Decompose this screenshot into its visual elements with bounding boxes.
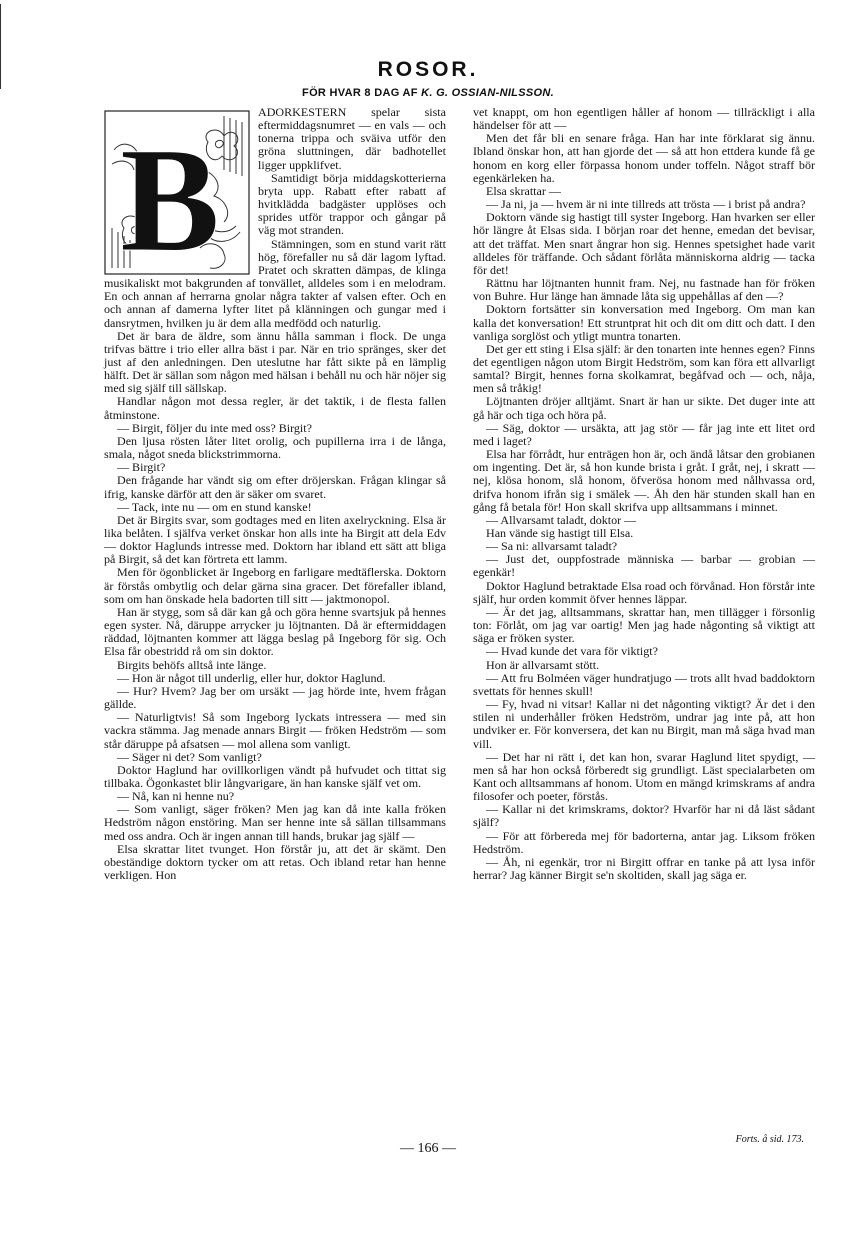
paragraph: — Säger ni det? Som vanligt? xyxy=(117,749,262,764)
right-paragraphs xyxy=(473,106,815,882)
paragraph: Den frågande har vändt sig om efter dröjerskan. Frågan klingar så ifrig, kanske därför att den är säker om svaret. xyxy=(104,473,446,501)
paragraph: Birgits behöfs alltså inte länge. xyxy=(117,657,267,672)
paragraph: Doktor Haglund har ovillkorligen vändt på hufvudet och tittat sig tillbaka. Ögonkastet blir långvarigare, än han kanske själf vet om. xyxy=(104,762,446,790)
paragraph: — Åh, ni egenkär, tror ni Birgitt offrar en tanke på att lysa inför herrar? Jag känner Birgit se'n skoltiden, skall jag säga er. xyxy=(473,854,815,883)
paragraph: — Som vanligt, säger fröken? Men jag kan då inte kalla fröken Hedström någon enstöring. Man ser henne inte så sällan tillsammans med oss andra. Och är ingen annan till hands, brukar jag själf — xyxy=(104,802,446,843)
paragraph: — Kallar ni det krimskrams, doktor? Hvarför har ni då läst sådant själf? xyxy=(473,802,815,830)
paragraph: Löjtnanten dröjer alltjämt. Snart är han ur sikte. Det duger inte att gå här och tiga och höra på. xyxy=(473,394,815,422)
paragraph: Elsa har förrådt, hur enträgen hon är, och ändå låtsar den grobianen om ingenting. Det är, så hon kunde brista i gråt. I gråt, nej, i skratt — nej, klösa honom, slå honom, öfverösa honom med nålhvassa ord, drifva honom ifrån sig i smälek —. Åh den här stunden skall han en gång få betala för! Hon skall skrifva upp alltsammans i minnet. xyxy=(473,447,815,514)
paragraph: Samtidigt börja middagskotterierna bryta upp. Rabatt efter rabatt af hvitklädda badgäster upplöses och sprides utför trappor och gångar på väg mot stranden. xyxy=(258,170,446,238)
paragraph: — Hon är något till underlig, eller hur, doktor Haglund. xyxy=(117,670,386,685)
paragraph: — Just det, ouppfostrade människa — barbar — grobian — egenkär! xyxy=(473,552,815,580)
paragraph: — Sa ni: allvarsamt taladt? xyxy=(486,539,618,554)
paragraph: — Naturligtvis! Så som Ingeborg lyckats intressera — med sin vackra stämma. Jag menade annars Birgit — fröken Hedström — som står däruppe på afsatsen — mol allena som vanligt. xyxy=(104,710,446,751)
paragraph: — För att förbereda mej för badorterna, antar jag. Liksom fröken Hedström. xyxy=(473,828,815,856)
paragraph: Han är stygg, som så där kan gå och göra henne svartsjuk på hennes egen syster. Nå, däruppe arrycker ju löjtnanten. Då är eftermiddagen räddad, löjtnanten kommer att lägga beslag på Ingeborg för sig. Och Elsa får obestridd rå om sin doktor. xyxy=(104,604,446,659)
paragraph: Stämningen, som en stund varit rätt hög, förefaller nu så där lagom lyftad. Pratet och skratten dämpas, de klinga musikaliskt mot bakgrunden af tonvället, alldeles som i en melodram. En och annan af herrarna gnolar några takter af valsen efter. Och en och annan af damerna lyfter litet på klänningen och gungar med i dansrytmen, hvilken ju är dem alla medfödd och naturlig. xyxy=(104,236,446,330)
paragraph: Han vände sig hastigt till Elsa. xyxy=(486,526,634,540)
paragraph: — Hur? Hvem? Jag ber om ursäkt — jag hörde inte, hvem frågan gällde. xyxy=(104,683,446,712)
article-title: ROSOR. xyxy=(377,58,479,81)
paragraph: Doktor Haglund betraktade Elsa road och förvånad. Hon förstår inte själf, hur orden kommit öfver hennes läppar. xyxy=(473,578,815,606)
byline xyxy=(0,87,856,99)
page-number: — 166 — xyxy=(400,1141,456,1156)
paragraph: Men det får bli en senare fråga. Han har inte förklarat sig ännu. Ibland önskar hon, att han gjorde det — så att hon ettdera kunde få ge honom en korg eller förpassa honom under toffeln. Något straff bör egenkärleken ha. xyxy=(473,131,815,185)
paragraph: Elsa skrattar litet tvunget. Hon förstår ju, att det är skämt. Den obeständige doktorn tycker om att retas. Och ibland retar han henne verkligen. Hon xyxy=(104,841,446,883)
paragraph: Men för ögonblicket är Ingeborg en farligare medtäflerska. Doktorn är förstås ombytlig och delar gärna sina gracer. Det förefaller ibland, som om han önskade hela badorten till sitt — jaktmonopol. xyxy=(104,565,446,606)
author-name: K. G. OSSIAN-NILSSON. xyxy=(421,87,554,99)
paragraph: Det är bara de äldre, som ännu hålla samman i flock. De unga trifvas bättre i trio eller allra bäst i par. När en trio spränges, sker det just af den anledningen. Den uteslutne har fått sikte på en lämplig hälft. Det är sällan som någon med hälsan i behåll nu och här nöjer sig med sig själf till sällskap. xyxy=(104,328,446,396)
paragraph: — Säg, doktor — ursäkta, att jag stör — får jag inte ett litet ord med i laget? xyxy=(473,420,815,448)
text-column-left xyxy=(104,106,446,882)
paragraph: — Hvad kunde det vara för viktigt? xyxy=(486,644,658,659)
paragraph: — Nå, kan ni henne nu? xyxy=(117,789,235,804)
paragraph: ADORKESTERN spelar sista eftermiddagsnumret — en vals — och tonerna trippa och sväiva utför den gröna sluttningen, där badhotellet ligger uppklifvet. xyxy=(258,105,446,172)
paragraph: — Är det jag, alltsammans, skrattar han, men tillägger i försonlig ton: Förlåt, om jag var oartig! Men jag hade någonting så viktigt att säga er fröken syster. xyxy=(473,604,815,646)
paragraph: Doktorn vände sig hastigt till syster Ingeborg. Han hvarken ser eller hör längre åt Elsas sida. I början roar det henne, emedan det bevisar, att det träffat. Men snart ångrar hon sig. Hennes spetsighet hade varit alldeles för träffande. Och sådant förlåta människorna aldrig — tacka för det! xyxy=(473,210,815,277)
paragraph: — Birgit, följer du inte med oss? Birgit? xyxy=(117,420,312,435)
paragraph: — Ja ni, ja — hvem är ni inte tillreds att trösta — i brist på andra? xyxy=(486,197,806,212)
paragraph: — Att fru Bolméen väger hundratjugo — trots allt hvad baddoktorn svettats för hennes skull! xyxy=(473,670,815,698)
paragraph: Handlar någon mot dessa regler, är det taktik, i de flesta fallen åtminstone. xyxy=(104,394,446,422)
paragraph: Det ger ett sting i Elsa själf: är den tonarten inte hennes egen? Finns det egentligen någon utom Birgit Hedström, som kan föra ett allvarligt samtal? Birgit, hennes forna skolkamrat, begåfvad och — och, nåja, men så tråkig! xyxy=(473,341,815,396)
paragraph: Det är Birgits svar, som godtages med en liten axelryckning. Elsa är lika belåten. I själfva verket önskar hon alls inte ha Birgit att dela Edv— doktor Haglunds intresse med. Doktorn har ibland ett sätt att bliga på Birgit, så det kan förtreta ett lamm. xyxy=(104,512,446,567)
paragraph: — Det har ni rätt i, det kan hon, svarar Haglund litet spydigt, — men så har hon också förberedt sig grundligt. Läst specialarbeten om Kant och alltsammans af honom. Utom en mängd krimskrams af andra filosofer och poeter, förstås. xyxy=(473,749,815,804)
text-column-right xyxy=(473,106,815,882)
paragraph: — Fy, hvad ni vitsar! Kallar ni det någonting viktigt? Är det i den stilen ni underhåller fröken Hedström, undrar jag inte på, att hon undviker er. För konversera, det kan nu Birgit, man må säga hvad man vill. xyxy=(473,697,815,751)
paragraph: Den ljusa rösten låter litet orolig, och pupillerna irra i de långa, smala, något sneda blickstrimmorna. xyxy=(104,433,446,462)
paragraph: Hon är allvarsamt stött. xyxy=(486,657,600,672)
dropcap-letter: B xyxy=(119,117,221,275)
paragraph: — Birgit? xyxy=(117,460,166,475)
byline-prefix: FÖR HVAR 8 DAG AF xyxy=(302,87,418,99)
paragraph: — Allvarsamt taladt, doktor — xyxy=(486,512,637,527)
paragraph: Elsa skrattar — xyxy=(486,183,561,198)
paragraph: Doktorn fortsätter sin konversation med Ingeborg. Om man kan kalla det konversation! Ett struntprat hit och dit om ditt och datt. I den vanliga sorglöst och ytligt muntra tonarten. xyxy=(473,302,815,343)
continuation-note: Forts. å sid. 173. xyxy=(735,1134,804,1145)
paragraph: — Tack, inte nu — om en stund kanske! xyxy=(117,499,312,514)
ornamental-initial xyxy=(104,110,250,275)
paragraph: vet knappt, om hon egentligen håller af honom — tillräckligt i alla händelser för att — xyxy=(473,105,815,133)
paragraph: Rättnu har löjtnanten hunnit fram. Nej, nu fastnade han för fröken von Buhre. Hur länge han ämnade låta sig uppehållas af den —? xyxy=(473,276,815,304)
